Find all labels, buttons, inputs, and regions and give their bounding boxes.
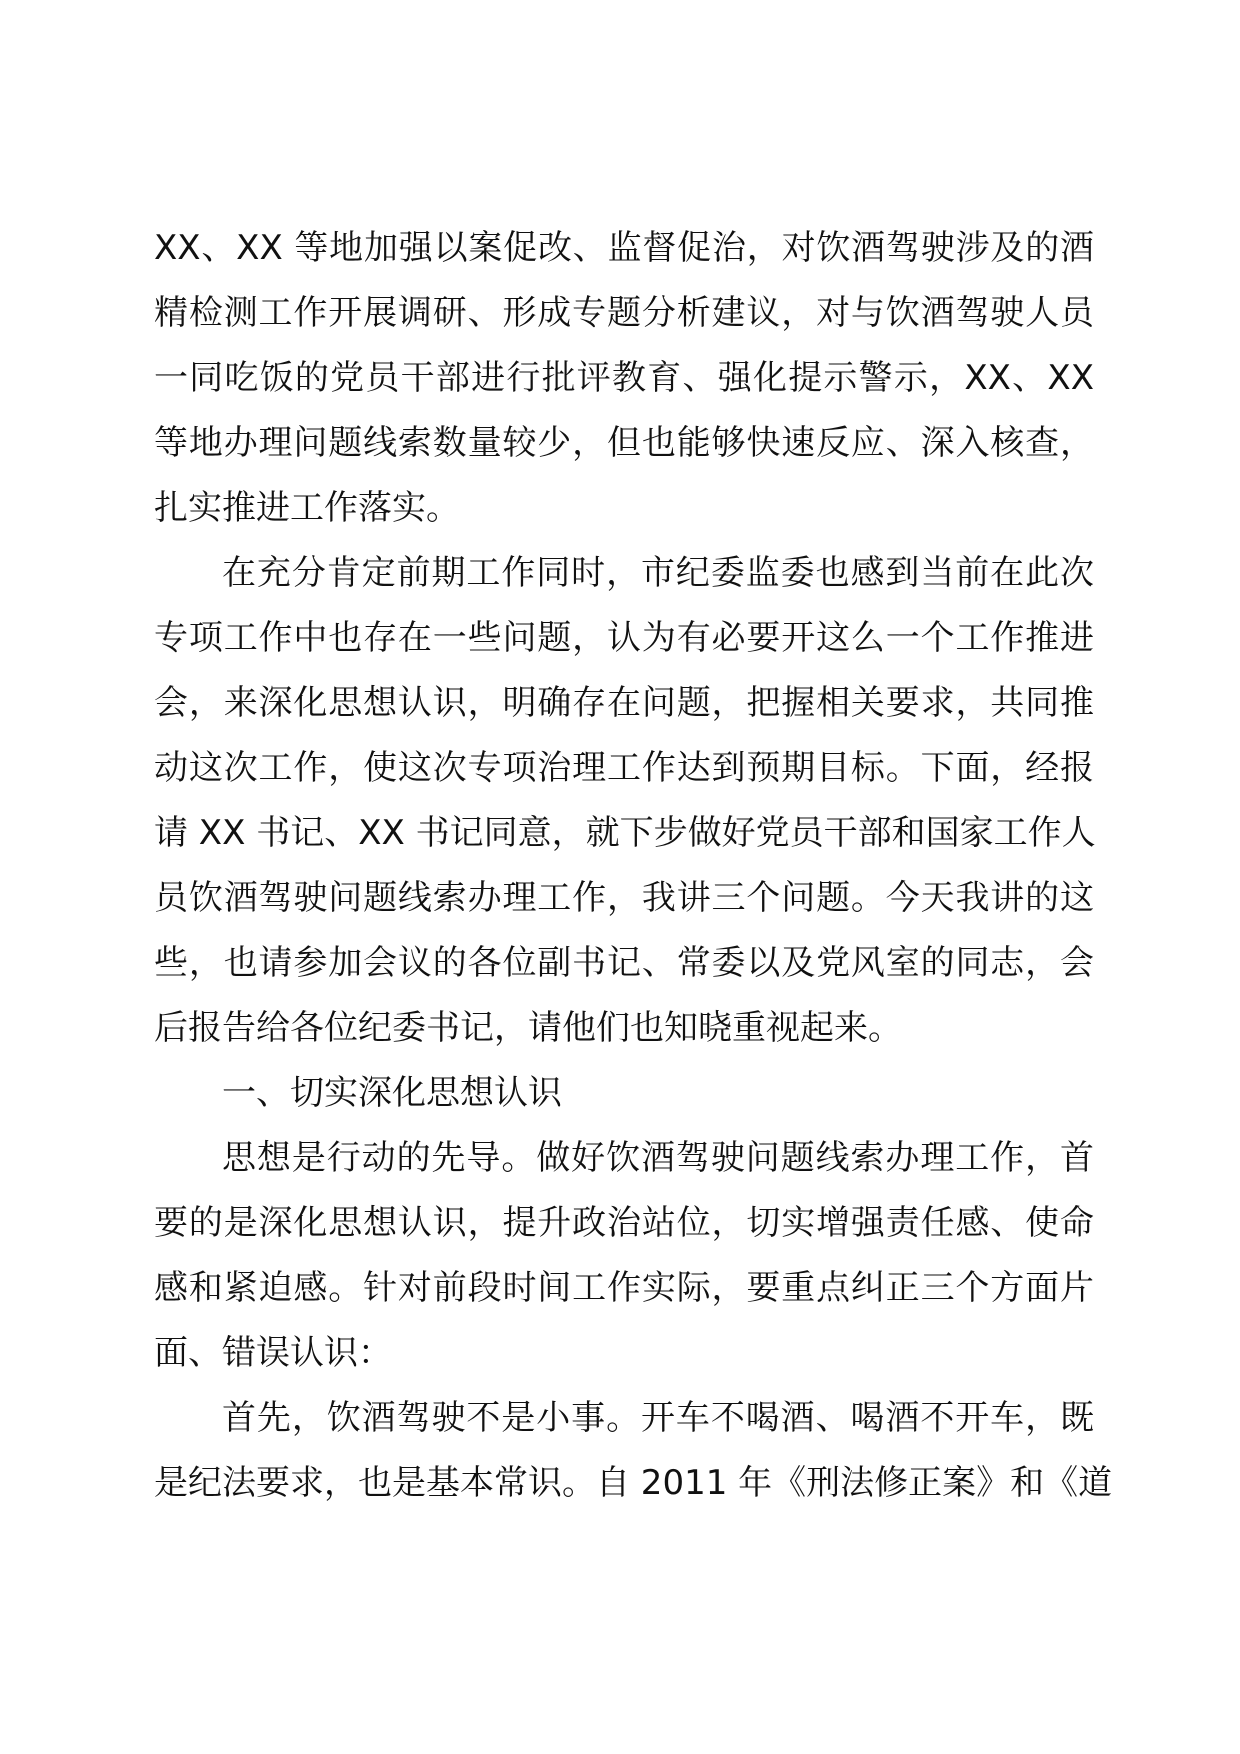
text-line: 请 XX 书记、XX 书记同意，就下步做好党员干部和国家工作人	[154, 813, 1096, 853]
section-heading: 一、切实深化思想认识	[222, 1073, 562, 1113]
text-line: 扎实推进工作落实。	[154, 488, 460, 528]
text-line: 精检测工作开展调研、形成专题分析建议，对与饮酒驾驶人员	[154, 293, 1094, 333]
text-line: 专项工作中也存在一些问题，认为有必要开这么一个工作推进	[154, 618, 1094, 658]
document-body	[154, 216, 1113, 1516]
text-line: 等地办理问题线索数量较少，但也能够快速反应、深入核查，	[154, 423, 1094, 463]
text-line: 面、错误认识：	[154, 1333, 392, 1373]
text-line: 感和紧迫感。针对前段时间工作实际，要重点纠正三个方面片	[154, 1268, 1094, 1308]
text-line: 后报告给各位纪委书记，请他们也知晓重视起来。	[154, 1008, 902, 1048]
text-line: 要的是深化思想认识，提升政治站位，切实增强责任感、使命	[154, 1203, 1094, 1243]
text-line: 员饮酒驾驶问题线索办理工作，我讲三个问题。今天我讲的这	[154, 878, 1094, 918]
text-line: 在充分肯定前期工作同时，市纪委监委也感到当前在此次	[222, 553, 1094, 593]
text-line: 些，也请参加会议的各位副书记、常委以及党风室的同志，会	[154, 943, 1094, 983]
text-line: 一同吃饭的党员干部进行批评教育、强化提示警示，XX、XX	[154, 358, 1094, 398]
text-line: 会，来深化思想认识，明确存在问题，把握相关要求，共同推	[154, 683, 1094, 723]
text-line: 首先，饮酒驾驶不是小事。开车不喝酒、喝酒不开车，既	[222, 1398, 1094, 1438]
text-line: 思想是行动的先导。做好饮酒驾驶问题线索办理工作，首	[222, 1138, 1094, 1178]
text-line: 是纪法要求，也是基本常识。自 2011 年《刑法修正案》和《道	[154, 1463, 1113, 1503]
text-line: XX、XX 等地加强以案促改、监督促治，对饮酒驾驶涉及的酒	[154, 228, 1094, 268]
text-line: 动这次工作，使这次专项治理工作达到预期目标。下面，经报	[154, 748, 1094, 788]
